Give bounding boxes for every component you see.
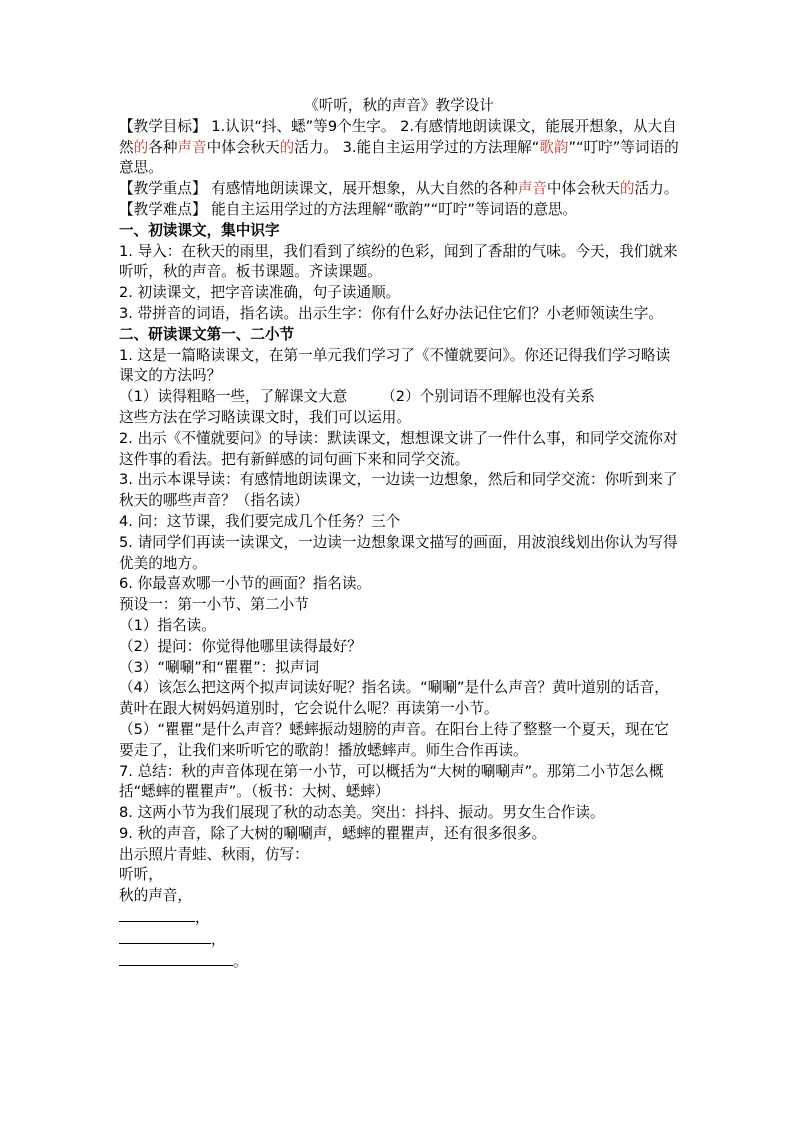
section2-item: 6. 你最喜欢哪一小节的画面？指名读。 xyxy=(119,575,372,593)
section1-item: 2. 初读课文，把字音读准确，句子读通顺。 xyxy=(119,284,401,302)
keypoint-text-3: 中体会秋天 xyxy=(546,180,620,198)
reading-methods xyxy=(119,387,679,408)
section2-item: 7. 总结：秋的声音体现在第一小节，可以概括为“大树的唰唰声”。那第二小节怎么概括“蟋蟀的瞿瞿声”。（板书：大树、蟋蟀） xyxy=(119,762,664,801)
section2-item: 1. 这是一篇略读课文，在第一单元我们学习了《不懂就要问》。你还记得我们学习略读课文的方法吗？ xyxy=(119,346,671,385)
blank-punct: ， xyxy=(195,909,210,927)
goals-text-7: 活力。 3.能自主运用学过的方法理解“ xyxy=(294,138,540,156)
section2-item: 出示照片青蛙、秋雨，仿写： xyxy=(119,845,309,863)
keypoint-text-2: 声音 xyxy=(517,180,547,198)
section2-item: 8. 这两小节为我们展现了秋的动态美。突出：抖抖、振动。男女生合作读。 xyxy=(119,804,605,822)
method-note: 这些方法在学习略读课文时，我们可以运用。 xyxy=(119,408,411,426)
goals-text-8: 歌韵 xyxy=(539,138,569,156)
section2-item: 秋的声音， xyxy=(119,887,192,905)
lesson-plan-document xyxy=(119,96,679,972)
goals-text-4: 声音 xyxy=(177,138,207,156)
fill-blank-line xyxy=(119,951,679,973)
section1-item: 3. 带拼音的词语，指名读。出示生字：你有什么好办法记住它们？小老师领读生字。 xyxy=(119,304,663,322)
section2-item: 4. 问：这节课，我们要完成几个任务？三个 xyxy=(119,512,401,530)
section2-item: 听听， xyxy=(119,866,163,884)
keypoint-text-5: 活力。 xyxy=(634,180,679,198)
fill-blank-line xyxy=(119,929,679,951)
keypoint-text-4: 的 xyxy=(619,180,635,198)
section2-item: 5. 请同学们再读一读课文，一边读一边想象课文描写的画面，用波浪线划出你认为写得优美的地方。 xyxy=(119,533,678,572)
teaching-keypoint xyxy=(119,179,679,200)
keypoint-text-1: 有感情地朗读课文，展开想象，从大自然的各种 xyxy=(206,180,518,198)
fill-blank[interactable] xyxy=(119,907,195,922)
goals-text-5: 中体会秋天 xyxy=(206,138,280,156)
section2-item: （3）“唰唰”和“瞿瞿”：拟声词 xyxy=(119,658,320,676)
document-title: 《听听，秋的声音》教学设计 xyxy=(304,97,494,114)
section1-heading: 一、初读课文，集中识字 xyxy=(119,221,280,239)
section2-heading: 二、研读课文第一、二小节 xyxy=(119,325,295,343)
blank-punct: ， xyxy=(211,930,226,948)
difficulty-label: 【教学难点】 xyxy=(119,200,207,218)
fill-blank[interactable] xyxy=(119,929,211,944)
fill-blank[interactable] xyxy=(119,951,233,966)
fill-blank-line xyxy=(119,907,679,929)
difficulty-text: 能自主运用学过的方法理解“歌韵”“叮咛”等词语的意思。 xyxy=(206,200,578,218)
section2-item: （2）提问：你觉得他哪里读得最好？ xyxy=(119,637,362,655)
goals-label: 【教学目标】 xyxy=(119,117,207,135)
section2-item: 9. 秋的声音，除了大树的唰唰声，蟋蟀的瞿瞿声，还有很多很多。 xyxy=(119,824,547,842)
section1-item: 1. 导入：在秋天的雨里，我们看到了缤纷的色彩，闻到了香甜的气味。今天，我们就来听听，秋的声音。板书课题。齐读课题。 xyxy=(119,242,678,281)
goals-text-3: 各种 xyxy=(148,138,178,156)
goals-text-1: 1.认识“抖、蟋”等9个生字。 2.有感情地朗读课文，能展开想象，从大自然 xyxy=(119,117,677,156)
method-b: （2）个别词语不理解也没有关系 xyxy=(381,388,595,406)
teaching-difficulty xyxy=(119,200,679,221)
goals-text-6: 的 xyxy=(279,138,295,156)
section2-item: 预设一：第一小节、第二小节 xyxy=(119,596,309,614)
teaching-goals xyxy=(119,117,679,179)
method-a: （1）读得粗略一些，了解课文大意 xyxy=(119,388,348,406)
goals-text-9: ”“叮咛”等词语的意思。 xyxy=(119,138,679,177)
section2-item: （1）指名读。 xyxy=(119,616,216,634)
blank-punct: 。 xyxy=(233,952,248,970)
section2-item: 2. 出示《不懂就要问》的导读：默读课文，想想课文讲了一件什么事，和同学交流你对这件事的看法。把有新鲜感的词句画下来和同学交流。 xyxy=(119,429,678,468)
goals-text-2: 的 xyxy=(133,138,149,156)
section2-item: 3. 出示本课导读：有感情地朗读课文，一边读一边想象，然后和同学交流：你听到来了秋天的哪些声音？（指名读） xyxy=(119,471,678,510)
keypoint-label: 【教学重点】 xyxy=(119,180,207,198)
section2-item: （4）该怎么把这两个拟声词读好呢？指名读。“唰唰”是什么声音？黄叶道别的话音，黄叶在跟大树妈妈道别时，它会说什么呢？再读第一小节。 xyxy=(119,679,669,718)
section2-item: （5）“瞿瞿”是什么声音？蟋蟀振动翅膀的声音。在阳台上待了整整一个夏天，现在它要走了，让我们来听听它的歌韵！播放蟋蟀声。师生合作再读。 xyxy=(119,720,669,759)
